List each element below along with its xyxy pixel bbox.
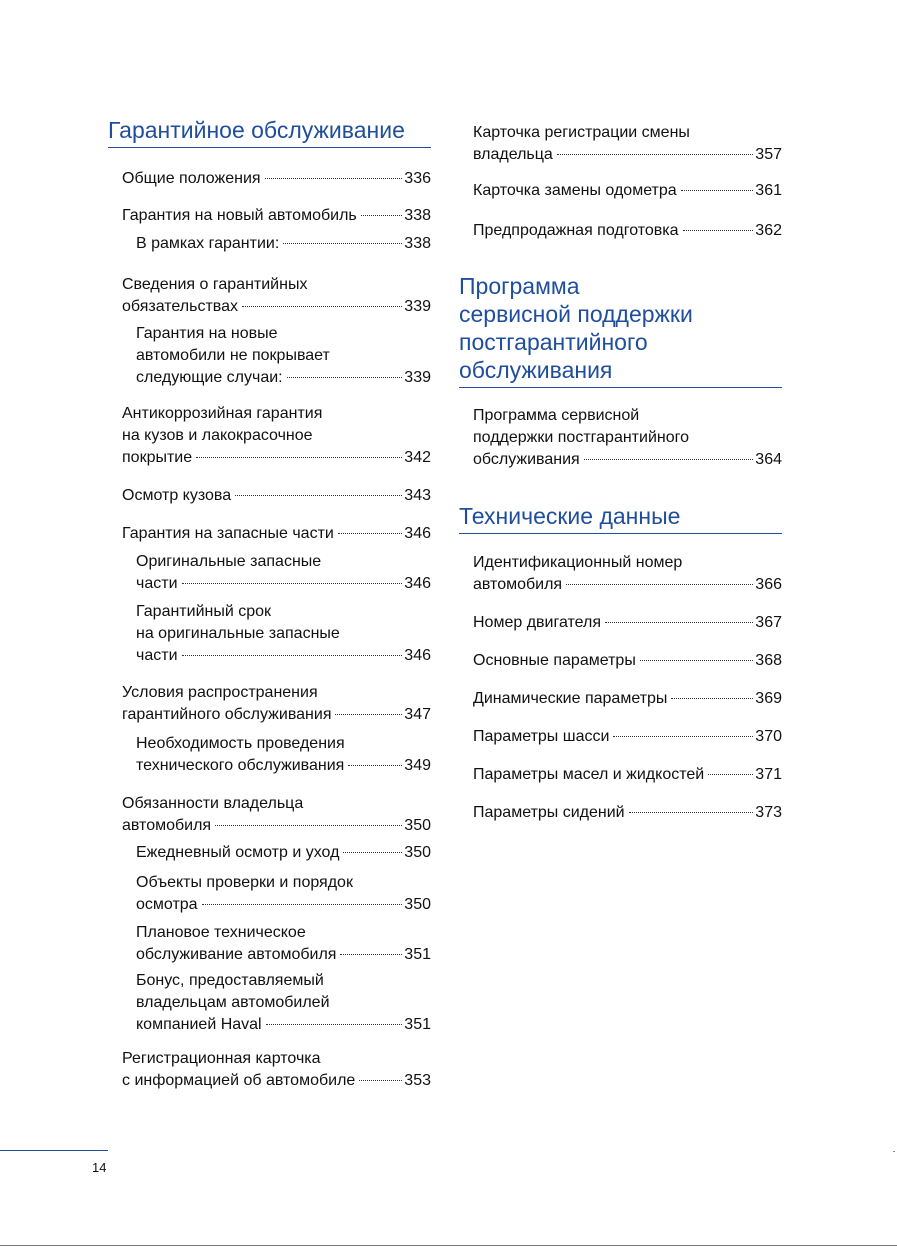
toc-subentry[interactable] — [136, 601, 431, 667]
dot-leader — [683, 230, 754, 231]
toc-subentry[interactable] — [136, 970, 431, 1036]
entry-last-line — [122, 485, 431, 507]
entry-title-line: Параметры шасси — [473, 728, 610, 745]
page-ref: 362 — [755, 222, 782, 239]
page-ref: 343 — [404, 487, 431, 504]
entry-last-line — [136, 842, 431, 864]
dot-leader — [566, 584, 753, 585]
entry-title-line: обязательствах — [122, 298, 238, 315]
page-ref: 338 — [404, 235, 431, 252]
entry-title-line: покрытие — [122, 449, 193, 466]
page-ref: 351 — [404, 946, 431, 963]
dot-leader — [182, 583, 403, 584]
toc-entry[interactable] — [122, 485, 431, 507]
entry-title-line: автомобиля — [473, 576, 563, 593]
entry-title-line: Карточка регистрации смены — [473, 124, 690, 141]
dot-leader — [242, 306, 402, 307]
entry-title-line: Условия распространения — [122, 684, 318, 701]
section-heading — [459, 502, 782, 534]
page-ref: 351 — [404, 1016, 431, 1033]
page-ref: 346 — [404, 575, 431, 592]
entry-title-line: Сведения о гарантийных — [122, 276, 308, 293]
entry-title-line: Ежедневный осмотр и уход — [136, 844, 340, 861]
toc-entry[interactable] — [122, 793, 431, 837]
page-ref: 336 — [404, 170, 431, 187]
entry-last-line — [473, 726, 782, 748]
toc-entry[interactable] — [473, 405, 782, 471]
entry-last-line — [136, 894, 431, 916]
entry-title-line: части — [136, 575, 178, 592]
entry-title-line: осмотра — [136, 896, 198, 913]
entry-last-line — [122, 704, 431, 726]
entry-title-line: Объекты проверки и порядок — [136, 874, 353, 891]
entry-last-line — [122, 205, 431, 227]
dot-leader — [202, 904, 403, 905]
dot-leader — [557, 154, 753, 155]
toc-entry[interactable] — [473, 764, 782, 786]
toc-entry[interactable] — [473, 802, 782, 824]
entry-title-line: Гарантия на новый автомобиль — [122, 207, 357, 224]
dot-leader — [338, 533, 402, 534]
entry-title-line: с информацией об автомобиле — [122, 1072, 356, 1089]
entry-title-line: Антикоррозийная гарантия — [122, 405, 323, 422]
page-ref: 366 — [755, 576, 782, 593]
entry-last-line — [136, 645, 431, 667]
entry-title-line: Плановое техническое — [136, 924, 306, 941]
entry-title-line: Номер двигателя — [473, 614, 602, 631]
toc-entry[interactable] — [473, 220, 782, 242]
entry-title-line: Предпродажная подготовка — [473, 222, 679, 239]
entry-title-line: Гарантия на запасные части — [122, 525, 334, 542]
footer-rule — [0, 1150, 108, 1151]
page-ref: 361 — [755, 182, 782, 199]
entry-last-line — [136, 367, 431, 389]
entry-title-line: Обязанности владельца — [122, 795, 304, 812]
toc-entry[interactable] — [122, 1048, 431, 1092]
dot-leader — [235, 495, 402, 496]
dot-leader — [671, 698, 753, 699]
entry-last-line — [473, 764, 782, 786]
toc-entry[interactable] — [122, 523, 431, 545]
bottom-rule — [0, 1245, 897, 1246]
page-ref: 353 — [404, 1072, 431, 1089]
dot-leader — [613, 736, 753, 737]
entry-title-line: Оригинальные запасные — [136, 553, 322, 570]
dot-leader — [182, 655, 403, 656]
dot-leader — [266, 1024, 403, 1025]
entry-title-line: Бонус, предоставляемый — [136, 972, 324, 989]
page-ref: 367 — [755, 614, 782, 631]
dot-leader — [708, 774, 753, 775]
entry-last-line — [122, 296, 431, 318]
entry-title-line: Общие положения — [122, 170, 261, 187]
page-ref: 346 — [404, 525, 431, 542]
entry-title-line: Регистрационная карточка — [122, 1050, 321, 1067]
page-ref: 339 — [404, 298, 431, 315]
page-ref: 342 — [404, 449, 431, 466]
entry-title-line: компанией Haval — [136, 1016, 262, 1033]
section-heading-line: обслуживания — [459, 357, 613, 383]
toc-subentry[interactable] — [136, 323, 431, 389]
dot-leader — [584, 459, 754, 460]
entry-last-line — [122, 815, 431, 837]
page-ref: 346 — [404, 647, 431, 664]
entry-last-line — [122, 447, 431, 469]
entry-title-line: Идентификационный номер — [473, 554, 683, 571]
dot-leader — [283, 243, 402, 244]
entry-title-line: Параметры сидений — [473, 804, 625, 821]
toc-entry[interactable] — [473, 122, 782, 166]
toc-entry[interactable] — [122, 205, 431, 227]
entry-title-line: владельцам автомобилей — [136, 994, 330, 1011]
entry-last-line — [473, 574, 782, 596]
page-ref: 364 — [755, 451, 782, 468]
entry-title-line: Основные параметры — [473, 652, 636, 669]
toc-entry[interactable] — [122, 682, 431, 726]
page-ref: 350 — [404, 896, 431, 913]
entry-title-line: автомобиля — [122, 817, 212, 834]
entry-last-line — [122, 523, 431, 545]
toc-subentry[interactable] — [136, 842, 431, 864]
entry-title-line: Параметры масел и жидкостей — [473, 766, 705, 783]
entry-title-line: Программа сервисной — [473, 407, 640, 424]
toc-entry[interactable] — [473, 180, 782, 202]
toc-subentry[interactable] — [136, 733, 431, 777]
entry-last-line — [473, 180, 782, 202]
section-heading-warranty: Гарантийное обслуживание — [108, 116, 431, 148]
entry-title-line: Гарантия на новые — [136, 325, 278, 342]
toc-entry[interactable] — [473, 688, 782, 710]
page-number: 14 — [92, 1160, 107, 1175]
entry-last-line — [473, 144, 782, 166]
dot-leader — [215, 825, 402, 826]
page-ref: 369 — [755, 690, 782, 707]
page-ref: 338 — [404, 207, 431, 224]
page-ref: 370 — [755, 728, 782, 745]
toc-entry[interactable] — [473, 612, 782, 634]
entry-last-line — [136, 1014, 431, 1036]
entry-last-line — [136, 573, 431, 595]
toc-subentry[interactable] — [136, 551, 431, 595]
page-ref: 373 — [755, 804, 782, 821]
entry-title-line: на оригинальные запасные — [136, 625, 340, 642]
entry-last-line — [136, 233, 431, 255]
toc-subentry[interactable] — [136, 922, 431, 966]
page-ref: 368 — [755, 652, 782, 669]
dot-leader — [287, 377, 403, 378]
section-heading — [459, 272, 782, 388]
dot-leader — [359, 1080, 402, 1081]
entry-last-line — [473, 612, 782, 634]
dot-leader — [629, 812, 754, 813]
dot-leader — [681, 190, 754, 191]
dot-leader — [196, 457, 402, 458]
entry-title-line: обслуживания — [473, 451, 580, 468]
entry-title-line: Динамические параметры — [473, 690, 668, 707]
entry-last-line — [122, 1070, 431, 1092]
page-ref: 371 — [755, 766, 782, 783]
corner-mark — [893, 1151, 895, 1152]
dot-leader — [348, 765, 402, 766]
entry-title-line: на кузов и лакокрасочное — [122, 427, 313, 444]
entry-title-line: Карточка замены одометра — [473, 182, 677, 199]
entry-last-line — [473, 688, 782, 710]
entry-title-line: В рамках гарантии: — [136, 235, 280, 252]
entry-last-line — [136, 755, 431, 777]
entry-title-line: поддержки постгарантийного — [473, 429, 689, 446]
entry-last-line — [122, 168, 431, 190]
toc-entry[interactable] — [122, 168, 431, 190]
dot-leader — [343, 852, 402, 853]
entry-last-line — [473, 650, 782, 672]
toc-entry[interactable] — [473, 552, 782, 596]
page-ref: 357 — [755, 146, 782, 163]
toc-entry[interactable] — [473, 650, 782, 672]
dot-leader — [340, 954, 402, 955]
entry-title-line: владельца — [473, 146, 553, 163]
entry-title-line: части — [136, 647, 178, 664]
dot-leader — [605, 622, 753, 623]
entry-title-line: Гарантийный срок — [136, 603, 272, 620]
section-heading-line: постгарантийного — [459, 329, 648, 355]
entry-title-line: технического обслуживания — [136, 757, 345, 774]
entry-title-line: Необходимость проведения — [136, 735, 345, 752]
page-ref: 350 — [404, 817, 431, 834]
toc-entry[interactable] — [122, 274, 431, 318]
section-heading-line: сервисной поддержки — [459, 301, 693, 327]
entry-last-line — [473, 802, 782, 824]
dot-leader — [265, 178, 403, 179]
toc-entry[interactable] — [122, 403, 431, 469]
page-ref: 349 — [404, 757, 431, 774]
section-heading-line: Программа — [459, 273, 580, 299]
dot-leader — [640, 660, 753, 661]
dot-leader — [361, 215, 403, 216]
dot-leader — [335, 714, 402, 715]
entry-last-line — [473, 220, 782, 242]
entry-title-line: обслуживание автомобиля — [136, 946, 337, 963]
page-ref: 350 — [404, 844, 431, 861]
entry-title-line: Осмотр кузова — [122, 487, 232, 504]
entry-title-line: гарантийного обслуживания — [122, 706, 332, 723]
page-ref: 347 — [404, 706, 431, 723]
entry-title-line: автомобили не покрывает — [136, 347, 330, 364]
entry-last-line — [473, 449, 782, 471]
entry-last-line — [136, 944, 431, 966]
toc-subentry[interactable] — [136, 233, 431, 255]
section-heading-line: Технические данные — [459, 503, 681, 529]
entry-title-line: следующие случаи: — [136, 369, 283, 386]
toc-subentry[interactable] — [136, 872, 431, 916]
page-ref: 339 — [404, 369, 431, 386]
toc-entry[interactable] — [473, 726, 782, 748]
